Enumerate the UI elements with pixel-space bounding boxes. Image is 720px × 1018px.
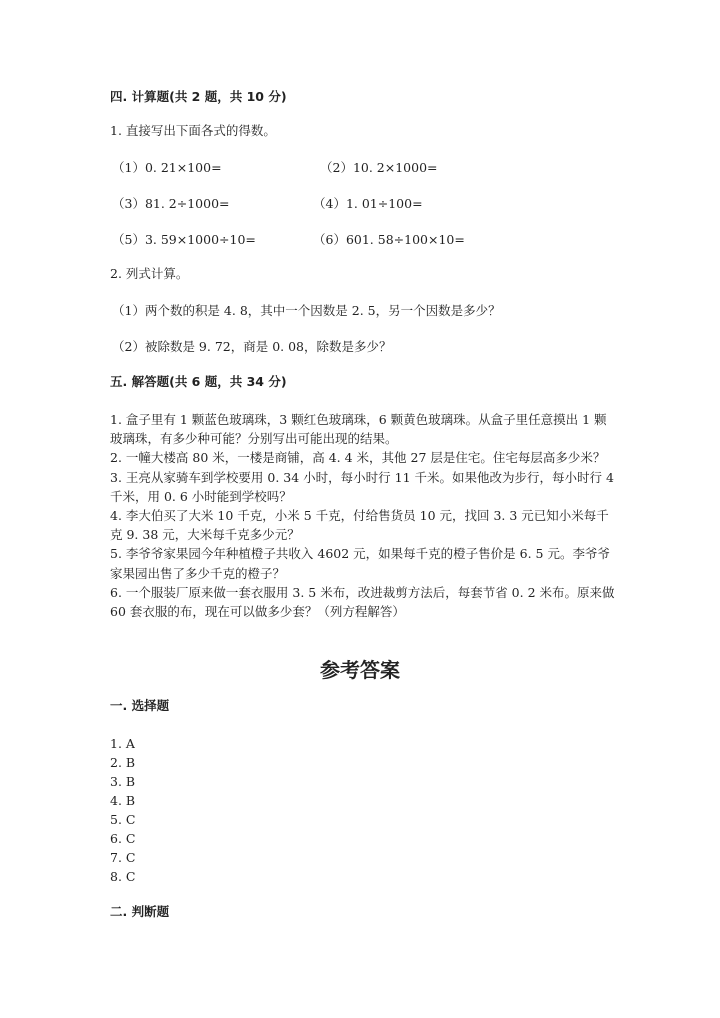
calc-item: （6）601. 58÷100×10= — [313, 232, 465, 247]
calc-item: （3）81. 2÷1000= — [112, 196, 230, 211]
question: 5. 李爷爷家果园今年种植橙子共收入 4602 元，如果每千克的橙子售价是 6. 5 元。李爷爷家果园出售了多少千克的橙子？ — [110, 546, 610, 581]
question: 4. 李大伯买了大米 10 千克，小米 5 千克，付给售货员 10 元，找回 3. 3 元已知小米每千克 9. 38 元，大米每千克多少元？ — [110, 508, 609, 543]
answer-item: 1. A — [110, 736, 135, 751]
answer-item: 5. C — [110, 812, 136, 827]
answer-item: 6. C — [110, 831, 136, 846]
question: 1. 盒子里有 1 颗蓝色玻璃珠，3 颗红色玻璃珠，6 颗黄色玻璃珠。从盒子里任意摸出 1 颗玻璃珠，有多少种可能？分别写出可能出现的结果。 — [110, 412, 607, 447]
answers-section2-title: 二. 判断题 — [110, 904, 170, 919]
calc-item: （2）被除数是 9. 72，商是 0. 08，除数是多少？ — [112, 339, 392, 354]
answer-item: 2. B — [110, 755, 136, 770]
calc-item: （1）两个数的积是 4. 8，其中一个因数是 2. 5，另一个因数是多少？ — [112, 303, 501, 318]
question: 2. 一幢大楼高 80 米，一楼是商铺，高 4. 4 米，其他 27 层是住宅。住宅每层高多少米？ — [110, 450, 606, 466]
question: 6. 一个服装厂原来做一套衣服用 3. 5 米布，改进裁剪方法后，每套节省 0. 2 米布。原来做 60 套衣服的布，现在可以做多少套？（列方程解答） — [110, 584, 615, 620]
answers-list — [110, 734, 135, 886]
calc-item: （4）1. 01÷100= — [313, 196, 423, 211]
q1-prompt: 1. 直接写出下面各式的得数。 — [110, 123, 276, 138]
question: 3. 王亮从家骑车到学校要用 0. 34 小时，每小时行 11 千米。如果他改为步行，每小时行 4 千米，用 0. 6 小时能到学校吗？ — [110, 469, 614, 504]
answer-item: 4. B — [110, 793, 136, 808]
calc-item: （5）3. 59×1000÷10= — [112, 232, 256, 247]
answers-title: 参考答案 — [320, 658, 400, 682]
answer-item: 7. C — [110, 850, 136, 865]
calc-item: （2）10. 2×1000= — [320, 160, 438, 175]
section5-questions — [110, 410, 615, 621]
section5-title: 五. 解答题(共 6 题，共 34 分) — [110, 374, 287, 389]
answers-section1-title: 一. 选择题 — [110, 698, 170, 713]
answer-item: 3. B — [110, 774, 136, 789]
answer-item: 8. C — [110, 869, 136, 884]
calc-item: （1）0. 21×100= — [112, 160, 222, 175]
q2-prompt: 2. 列式计算。 — [110, 266, 189, 281]
section4-title: 四. 计算题(共 2 题，共 10 分) — [110, 89, 287, 104]
